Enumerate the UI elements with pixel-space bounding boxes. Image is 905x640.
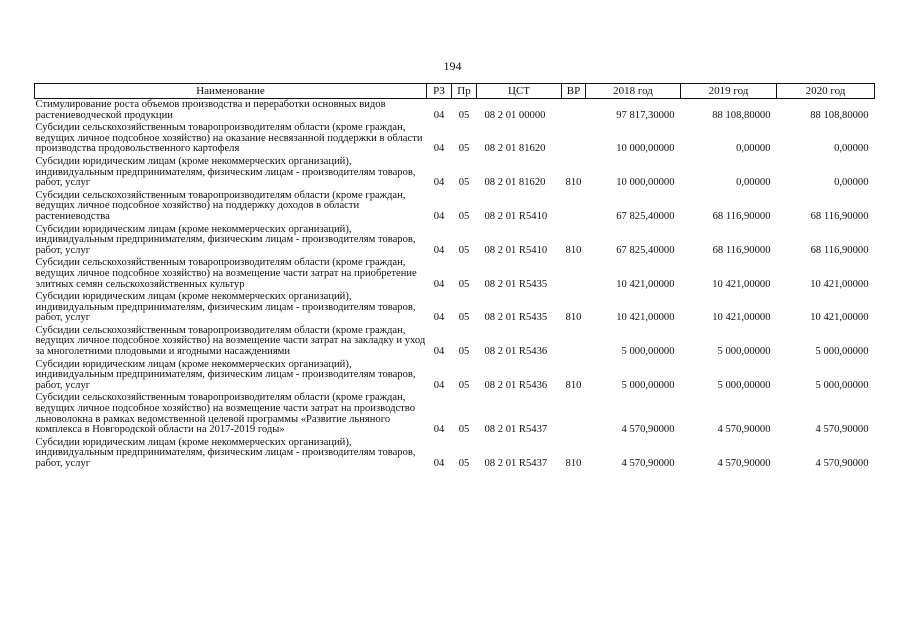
row-2020: 68 116,90000 bbox=[810, 244, 869, 256]
row-vr bbox=[562, 122, 586, 156]
row-2019: 88 108,80000 bbox=[712, 109, 771, 121]
row-name: Субсидии юридическим лицам (кроме некоммерческих организаций), индивидуальным предпринимателям, физическим лицам - производителям товаров, работ, услуг bbox=[35, 155, 416, 189]
row-2020: 0,00000 bbox=[834, 143, 869, 155]
row-2019: 5 000,00000 bbox=[717, 346, 771, 358]
row-cst: 08 2 01 R5436 bbox=[484, 346, 548, 358]
table-body bbox=[35, 99, 875, 471]
row-2019: 0,00000 bbox=[736, 143, 771, 155]
header-cst: ЦСТ bbox=[477, 84, 562, 99]
table-row bbox=[35, 224, 875, 258]
row-name: Субсидии юридическим лицам (кроме некоммерческих организаций), индивидуальным предпринимателям, физическим лицам - производителям товаров, работ, услуг bbox=[35, 358, 416, 391]
row-2018: 4 570,90000 bbox=[621, 424, 675, 436]
row-2019: 0,00000 bbox=[736, 177, 771, 189]
row-name: Стимулирование роста объемов производства и переработки основных видов растениеводческой продукции bbox=[35, 99, 386, 121]
row-2019: 10 421,00000 bbox=[712, 312, 771, 324]
row-2019: 4 570,90000 bbox=[717, 424, 771, 436]
row-name: Субсидии сельскохозяйственным товаропроизводителям области (кроме граждан, ведущих личное подсобное хозяйство) на возмещение части затрат на приобретение элитных семян сельскохозяйственных культур bbox=[35, 257, 417, 290]
header-vr: ВР bbox=[562, 84, 586, 99]
row-2020: 68 116,90000 bbox=[810, 210, 869, 222]
row-rz: 04 bbox=[433, 278, 445, 290]
row-rz: 04 bbox=[433, 379, 445, 391]
row-2018: 67 825,40000 bbox=[616, 244, 675, 256]
header-rz: РЗ bbox=[427, 84, 452, 99]
row-2019: 5 000,00000 bbox=[717, 379, 771, 391]
header-pr: Пр bbox=[452, 84, 477, 99]
table-row bbox=[35, 291, 875, 325]
row-vr: 810 bbox=[565, 312, 582, 324]
row-pr: 05 bbox=[458, 177, 470, 189]
row-vr bbox=[562, 257, 586, 291]
row-rz: 04 bbox=[433, 244, 445, 256]
row-cst: 08 2 01 R5436 bbox=[484, 379, 548, 391]
row-name: Субсидии сельскохозяйственным товаропроизводителям области (кроме граждан, ведущих личное подсобное хозяйство) на возмещение части затрат на закладку и уход за многолетними плодовыми и ягодными насаждениями bbox=[35, 324, 426, 358]
row-2020: 4 570,90000 bbox=[815, 458, 869, 469]
row-rz: 04 bbox=[433, 312, 445, 324]
row-vr: 810 bbox=[565, 379, 582, 391]
row-pr: 05 bbox=[458, 424, 470, 436]
table-row bbox=[35, 122, 875, 156]
row-rz: 04 bbox=[433, 177, 445, 189]
row-2019: 10 421,00000 bbox=[712, 278, 771, 290]
table-row bbox=[35, 190, 875, 224]
row-2020: 0,00000 bbox=[834, 177, 869, 189]
table-row bbox=[35, 99, 875, 123]
row-pr: 05 bbox=[458, 210, 470, 222]
row-vr bbox=[562, 99, 586, 123]
row-name: Субсидии сельскохозяйственным товаропроизводителям области (кроме граждан, ведущих личное подсобное хозяйство) на оказание несвязанной поддержки в области производства продовольственного картофеля bbox=[35, 122, 423, 155]
row-2018: 10 421,00000 bbox=[616, 312, 675, 324]
header-name: Наименование bbox=[35, 84, 427, 99]
row-2018: 10 421,00000 bbox=[616, 278, 675, 290]
table-row bbox=[35, 156, 875, 190]
row-vr bbox=[562, 325, 586, 359]
row-pr: 05 bbox=[458, 109, 470, 121]
table-header bbox=[35, 84, 875, 99]
row-2018: 10 000,00000 bbox=[616, 177, 675, 189]
row-pr: 05 bbox=[458, 312, 470, 324]
row-rz: 04 bbox=[433, 210, 445, 222]
row-cst: 08 2 01 81620 bbox=[484, 143, 546, 155]
row-cst: 08 2 01 81620 bbox=[484, 177, 546, 189]
row-2018: 5 000,00000 bbox=[621, 346, 675, 358]
row-cst: 08 2 01 R5410 bbox=[484, 210, 548, 222]
row-2019: 68 116,90000 bbox=[712, 244, 771, 256]
row-rz: 04 bbox=[433, 458, 445, 469]
header-2018: 2018 год bbox=[586, 84, 681, 99]
table-row bbox=[35, 392, 875, 436]
row-cst: 08 2 01 R5410 bbox=[484, 244, 548, 256]
row-2020: 88 108,80000 bbox=[810, 109, 869, 121]
row-name: Субсидии сельскохозяйственным товаропроизводителям области (кроме граждан, ведущих личное подсобное хозяйство) на возмещение части затрат на производство льноволокна в рамках ведомственной целевой программы «Развитие льняного комплекса в Новгородской области на 2017-2019 годы» bbox=[35, 392, 416, 436]
header-2020: 2020 год bbox=[777, 84, 875, 99]
row-2018: 4 570,90000 bbox=[621, 458, 675, 469]
row-cst: 08 2 01 R5435 bbox=[484, 312, 548, 324]
row-2020: 10 421,00000 bbox=[810, 278, 869, 290]
row-2018: 97 817,30000 bbox=[616, 109, 675, 121]
row-vr bbox=[562, 190, 586, 224]
row-pr: 05 bbox=[458, 244, 470, 256]
budget-table bbox=[34, 83, 875, 471]
table-row bbox=[35, 325, 875, 359]
row-rz: 04 bbox=[433, 346, 445, 358]
row-cst: 08 2 01 R5437 bbox=[484, 424, 548, 436]
row-pr: 05 bbox=[458, 143, 470, 155]
row-name: Субсидии юридическим лицам (кроме некоммерческих организаций), индивидуальным предпринимателям, физическим лицам - производителям товаров, работ, услуг bbox=[35, 291, 416, 324]
row-cst: 08 2 01 R5435 bbox=[484, 278, 548, 290]
row-2018: 10 000,00000 bbox=[616, 143, 675, 155]
row-vr: 810 bbox=[565, 244, 582, 256]
table-row bbox=[35, 437, 875, 471]
row-cst: 08 2 01 00000 bbox=[484, 109, 546, 121]
table-row bbox=[35, 359, 875, 393]
row-2020: 4 570,90000 bbox=[815, 424, 869, 436]
row-2019: 68 116,90000 bbox=[712, 210, 771, 222]
row-pr: 05 bbox=[458, 379, 470, 391]
row-name: Субсидии сельскохозяйственным товаропроизводителям области (кроме граждан, ведущих личное подсобное хозяйство) на поддержку доходов в области растениеводства bbox=[35, 189, 406, 222]
row-name: Субсидии юридическим лицам (кроме некоммерческих организаций), индивидуальным предпринимателям, физическим лицам - производителям товаров, работ, услуг bbox=[35, 436, 416, 469]
row-pr: 05 bbox=[458, 346, 470, 358]
row-rz: 04 bbox=[433, 143, 445, 155]
row-vr: 810 bbox=[565, 177, 582, 189]
row-2020: 5 000,00000 bbox=[815, 379, 869, 391]
row-vr bbox=[562, 392, 586, 436]
row-2018: 5 000,00000 bbox=[621, 379, 675, 391]
row-vr: 810 bbox=[565, 458, 582, 469]
row-2019: 4 570,90000 bbox=[717, 458, 771, 469]
row-2018: 67 825,40000 bbox=[616, 210, 675, 222]
row-pr: 05 bbox=[458, 458, 470, 469]
row-rz: 04 bbox=[433, 424, 445, 436]
header-2019: 2019 год bbox=[681, 84, 777, 99]
row-name: Субсидии юридическим лицам (кроме некоммерческих организаций), индивидуальным предпринимателям, физическим лицам - производителям товаров, работ, услуг bbox=[35, 223, 416, 256]
page-number: 194 bbox=[443, 59, 462, 73]
table-row bbox=[35, 257, 875, 291]
row-rz: 04 bbox=[433, 109, 445, 121]
row-cst: 08 2 01 R5437 bbox=[484, 458, 548, 469]
row-2020: 5 000,00000 bbox=[815, 346, 869, 358]
row-pr: 05 bbox=[458, 278, 470, 290]
row-2020: 10 421,00000 bbox=[810, 312, 869, 324]
